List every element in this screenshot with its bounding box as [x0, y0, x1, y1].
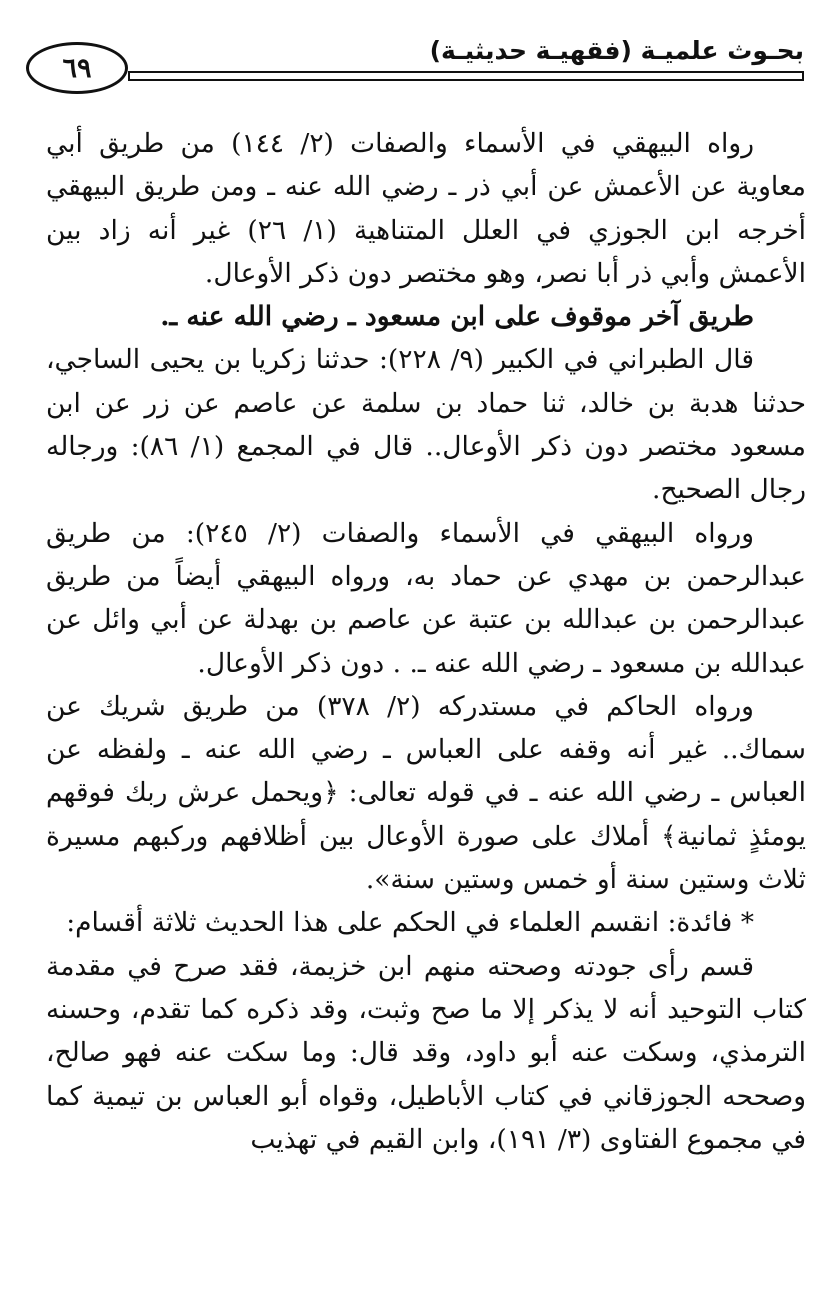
paragraph-note: * فائدة: انقسم العلماء في الحكم على هذا الحديث ثلاثة أقسام: [66, 907, 754, 939]
paragraph: ورواه الحاكم في مستدركه (٢/ ٣٧٨) من طريق شريك عن سماك.. غير أنه وقفه على العباس ـ رضي الله عنه ـ ولفظه عن العباس ـ رضي الله عنه ـ في قوله تعالى: ﴿ويحمل عرش ربك فوقهم يومئذٍ ثمانية﴾ أملاك على صورة الأوعال بين أظلافهم وركبهم مسيرة ثلاث وستين سنة أو خمس وستين سنة». [46, 690, 807, 896]
paragraph: قال الطبراني في الكبير (٩/ ٢٢٨): حدثنا زكريا بن يحيى الساجي، حدثنا هدبة بن خالد، ثنا حماد بن سلمة عن عاصم عن زر عن ابن مسعود مختصر دون ذكر الأوعال.. قال في المجمع (١/ ٨٦): ورجاله رجال الصحيح. [46, 344, 806, 506]
paragraph: رواه البيهقي في الأسماء والصفات (٢/ ١٤٤) من طريق أبي معاوية عن الأعمش عن أبي ذر ـ رضي الله عنه ـ ومن طريق البيهقي أخرجه ابن الجوزي في العلل المتناهية (١/ ٢٦) غير أنه زاد بين الأعمش وأبي ذر أبا نصر، وهو مختصر دون ذكر الأوعال. [46, 128, 806, 289]
page-number: ٦٩ [26, 42, 128, 94]
running-title: بحـوث علميـة (فقهيـة حديثيـة) [429, 36, 804, 65]
paragraph-heading: طريق آخر موقوف على ابن مسعود ـ رضي الله عنه ـ. [160, 301, 754, 333]
paragraph: قسم رأى جودته وصحته منهم ابن خزيمة، فقد صرح في مقدمة كتاب التوحيد أنه لا يذكر إلا ما صح وثبت، وقد ذكره كما تقدم، وحسنه الترمذي، وسكت عنه أبو داود، وقد قال: وما سكت عنه فهو صالح، وصححه الجوزقاني في كتاب الأباطيل، وقواه أبو العباس بن تيمية كما في مجموع الفتاوى (٣/ ١٩١)، وابن القيم في تهذيب [46, 950, 806, 1155]
body-text [46, 122, 806, 1161]
paragraph: ورواه البيهقي في الأسماء والصفات (٢/ ٢٤٥): من طريق عبدالرحمن بن مهدي عن حماد به، ورواه البيهقي أيضاً من طريق عبدالرحمن بن عبدالله بن عتبة عن عاصم بن بهدلة عن أبي وائل عن عبدالله بن مسعود ـ رضي الله عنه ـ. . دون ذكر الأوعال. [46, 517, 806, 679]
header-rule [128, 71, 804, 81]
page-header [18, 28, 808, 98]
